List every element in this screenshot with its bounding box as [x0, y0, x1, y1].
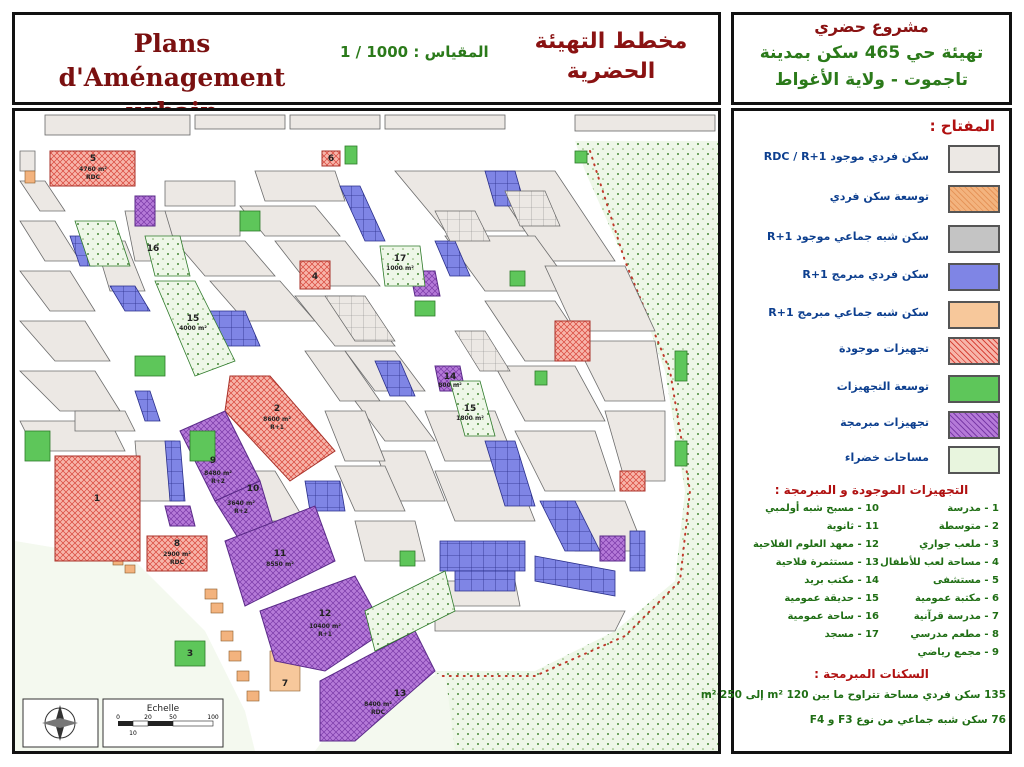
legend-item-individual-extension: توسعة سكن فردي [734, 183, 1009, 217]
legend-item-green-space: مساحات خضراء [734, 444, 1009, 478]
parcel-floors-5: RDC [85, 174, 101, 181]
equipment-item: 8 - مطعم مدرسي [910, 629, 999, 640]
parcel-floors-2: R+1 [270, 424, 284, 431]
housing-line-2: 76 سكن شبه جماعي من نوع F3 و F4 [809, 714, 1006, 726]
equipment-item: 11 - ثانوية [826, 521, 879, 532]
equipment-item: 17 - مسجد [824, 629, 879, 640]
parcel-1-east-school [555, 321, 590, 361]
parcel-area-13: 8400 m² [364, 701, 392, 708]
parcel-floors-9: R+2 [211, 478, 225, 485]
parcel-label-5: 5 [89, 154, 97, 164]
parcel-area-9: 8480 m² [204, 470, 232, 477]
parcel-floors-12: R+1 [318, 631, 332, 638]
parcel-floors-8: RDC [169, 559, 185, 566]
parcel-1-school [55, 456, 140, 561]
legend-swatch [948, 225, 1000, 253]
parcel-label-10: 10 [246, 484, 260, 494]
legend-item-planned-individual: سكن فردي مبرمج R+1 [734, 261, 1009, 295]
legend-swatch [948, 375, 1000, 403]
parcel-label-17: 17 [393, 254, 407, 264]
parcel-3-east [620, 471, 645, 491]
parcel-label-7: 7 [281, 679, 289, 689]
equipment-item: 12 - معهد العلوم الفلاحية [752, 539, 879, 550]
legend-item-existing-semi-collective: سكن شبه جماعي موجود R+1 [734, 223, 1009, 257]
equipment-item: 5 - مستشفى [932, 575, 999, 586]
map-view[interactable] [12, 108, 721, 754]
legend-item-planned-semi-collective: سكن شبه جماعي مبرمج R+1 [734, 299, 1009, 333]
equipment-item: 14 - مكتب بريد [804, 575, 879, 586]
equipment-item: 3 - ملعب جواري [919, 539, 999, 550]
compass-icon [23, 699, 98, 747]
equipment-item: 16 - ساحة عمومية [787, 611, 879, 622]
equipment-item: 7 - مدرسة قرآنية [913, 611, 999, 622]
legend-swatch [948, 411, 1000, 439]
scale-bar-title: Echelle [146, 704, 180, 714]
title-panel [12, 12, 721, 105]
equipment-item: 10 - مسبح شبه أولمبي [765, 503, 879, 514]
parcel-label-1: 1 [93, 494, 101, 504]
parcel-label-13: 13 [393, 689, 407, 699]
parcel-area-11: 8550 m² [266, 561, 294, 568]
equipment-item: 9 - مجمع رياضي [917, 647, 999, 658]
parcel-label-15b: 15 [463, 404, 477, 414]
equipment-item: 2 - متوسطة [938, 521, 999, 532]
scale-tick: 100 [207, 714, 219, 721]
parcel-floors-13: RDC [370, 709, 386, 716]
equipment-item: 1 - مدرسة [947, 503, 999, 514]
parcel-label-15: 15 [186, 314, 200, 324]
scale-tick: 20 [144, 714, 152, 721]
parcel-area-12: 10400 m² [309, 623, 341, 630]
parcel-label-3: 3 [186, 649, 194, 659]
legend-panel [700, 108, 1012, 754]
legend-swatch [948, 185, 1000, 213]
project-panel [731, 12, 1012, 105]
parcel-area-15b: 1800 m² [456, 415, 484, 422]
equipment-item: 15 - حديقة عمومية [784, 593, 879, 604]
scale-tick: 50 [169, 714, 177, 721]
legend-item-equipment-extension: توسعة التجهيزات [734, 373, 1009, 407]
scale-label: المقياس : 1000 / 1 [340, 43, 489, 61]
parcel-area-8: 2900 m² [163, 551, 191, 558]
parcel-area-14: 800 m² [438, 382, 462, 389]
parcel-label-11: 11 [273, 549, 287, 559]
parcel-area-15: 4000 m² [179, 325, 207, 332]
legend-heading: المفتاح : [929, 117, 995, 135]
legend-item-existing-individual: سكن فردي موجود RDC / R+1 [734, 143, 1009, 177]
parcel-area-10: 3640 m² [227, 500, 255, 507]
legend-swatch [948, 337, 1000, 365]
parcel-label-16: 16 [146, 244, 160, 254]
parcel-area-5: 4760 m² [79, 166, 107, 173]
parcel-label-8: 8 [173, 539, 181, 549]
equipment-item: 13 - مستثمرة فلاحية [775, 557, 879, 568]
scale-tick: 0 [116, 714, 120, 721]
parcel-label-9: 9 [209, 456, 217, 466]
parcel-4-west [165, 506, 195, 526]
arabic-title: مخطط التهيئة الحضرية [534, 29, 688, 84]
parcel-4-east [600, 536, 625, 561]
legend-item-planned-equipment: تجهيزات مبرمجة [734, 409, 1009, 443]
parcel-floors-10: R+2 [234, 508, 248, 515]
project-line-1: تهيئة حي 465 سكن بمدينة [759, 43, 984, 63]
legend-swatch [948, 446, 1000, 474]
project-line-2: تاجموت - ولاية الأغواط [774, 70, 969, 90]
legend-swatch [948, 145, 1000, 173]
legend-item-existing-equipment: تجهيزات موجودة [734, 335, 1009, 369]
scale-tick: 10 [129, 730, 137, 737]
parcel-label-6: 6 [327, 154, 335, 164]
legend-swatch [948, 263, 1000, 291]
parcel-label-4: 4 [311, 272, 319, 282]
equipment-item: 4 - مساحة لعب للأطفال [880, 557, 999, 568]
french-title: Plans d'Aménagement [58, 29, 286, 92]
project-heading: مشروع حضري [814, 17, 929, 36]
parcel-label-2: 2 [273, 404, 281, 414]
housing-heading: السكنات المبرمجة : [814, 667, 929, 681]
equipment-item: 6 - مكتبة عمومية [915, 593, 999, 604]
urban-plan-map [15, 111, 718, 751]
parcel-label-12: 12 [318, 609, 332, 619]
equipment-heading: التجهيزات الموجودة و المبرمجة : [774, 483, 969, 497]
parcel-area-17: 1000 m² [386, 265, 414, 272]
parcel-area-2: 8600 m² [263, 416, 291, 423]
parcel-label-14: 14 [443, 372, 457, 382]
legend-swatch [948, 301, 1000, 329]
housing-line-1: 135 سكن فردي مساحة تتراوح ما بين 120 m² إلى 250 m² [700, 689, 1006, 701]
scale-bar [103, 699, 223, 747]
